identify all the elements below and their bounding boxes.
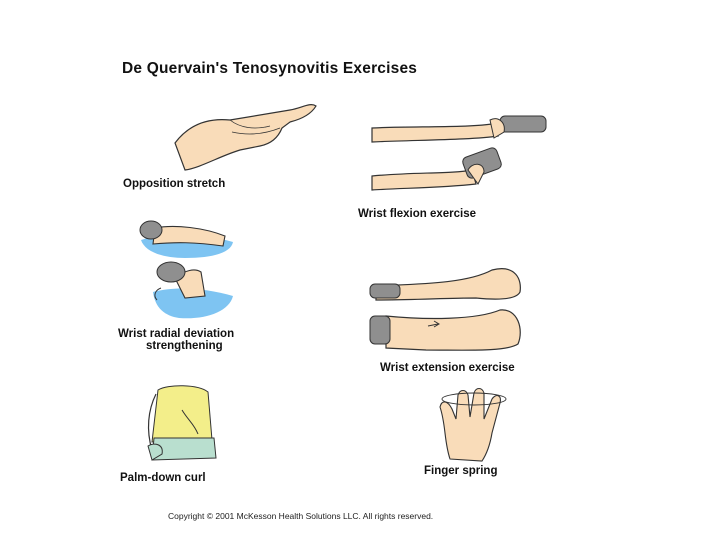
flexion-caption: Wrist flexion exercise: [358, 208, 477, 220]
wrist-flexion-illustration: [372, 112, 557, 202]
radial-caption-line2: strengthening: [146, 340, 223, 352]
finger-spring-illustration: [430, 385, 520, 463]
radial-deviation-illustration: [135, 212, 235, 324]
extension-caption: Wrist extension exercise: [380, 362, 515, 374]
opposition-stretch-illustration: [170, 98, 320, 173]
wrist-extension-illustration: [366, 260, 526, 360]
copyright-footer: Copyright © 2001 McKesson Health Solutions LLC. All rights reserved.: [168, 511, 434, 521]
opposition-caption: Opposition stretch: [123, 178, 226, 190]
page-title: De Quervain's Tenosynovitis Exercises: [122, 60, 418, 77]
radial-caption-line1: Wrist radial deviation: [118, 328, 235, 340]
palm-down-curl-illustration: [138, 380, 220, 468]
palm-down-caption: Palm-down curl: [120, 472, 206, 484]
finger-spring-caption: Finger spring: [424, 465, 498, 477]
